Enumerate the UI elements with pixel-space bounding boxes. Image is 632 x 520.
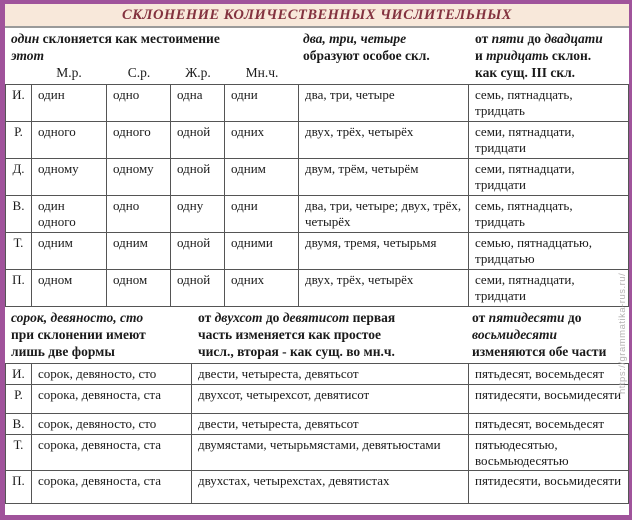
- table-row: [6, 364, 629, 385]
- declension-cell: одного: [32, 122, 107, 159]
- declension-cell: одной: [171, 122, 225, 159]
- declension-cell: одних: [225, 122, 299, 159]
- case-label: Т.: [6, 435, 32, 471]
- declension-cell: один: [32, 85, 107, 122]
- note-dva-tri-chetyre: два, три, четыре образуют особое скл.: [303, 31, 430, 63]
- declension-cell: одними: [225, 233, 299, 270]
- table-row: [6, 233, 629, 270]
- declension-cell: двумя, тремя, четырьмя: [299, 233, 469, 270]
- declension-cell: семь, пятнадцать, тридцать: [469, 196, 629, 233]
- declension-cell: два, три, четыре: [299, 85, 469, 122]
- case-label: Р.: [6, 122, 32, 159]
- case-label: И.: [6, 85, 32, 122]
- case-label: И.: [6, 364, 32, 385]
- declension-cell: семью, пятнадцатью, тридцатью: [469, 233, 629, 270]
- table-row: [6, 471, 629, 504]
- table-row: [6, 414, 629, 435]
- case-label: В.: [6, 196, 32, 233]
- header-notes-top: [5, 28, 629, 84]
- table-row: [6, 385, 629, 414]
- table-row: [6, 85, 629, 122]
- declension-cell: семь, пятнадцать, тридцать: [469, 85, 629, 122]
- declension-cell: одних: [225, 270, 299, 307]
- declension-cell: сорок, девяносто, сто: [32, 414, 192, 435]
- declension-cell: одним: [225, 159, 299, 196]
- declension-cell: одна: [171, 85, 225, 122]
- watermark-url: https://grammatika-rus.ru/: [617, 272, 628, 394]
- declension-cell: пятьдесят, восемьдесят: [469, 364, 629, 385]
- declension-cell: семи, пятнадцати, тридцати: [469, 159, 629, 196]
- declension-cell: одни: [225, 196, 299, 233]
- declension-cell: одной: [171, 270, 225, 307]
- note-ot-pyatidesyati: от пятидесяти до восьмидесяти изменяются обе части: [472, 310, 607, 359]
- case-label: Т.: [6, 233, 32, 270]
- declension-cell: двухсот, четырехсот, девятисот: [192, 385, 469, 414]
- table-row: [6, 270, 629, 307]
- declension-cell: пятидесяти, восьмидесяти: [469, 385, 629, 414]
- declension-cell: одному: [32, 159, 107, 196]
- declension-cell: двух, трёх, четырёх: [299, 122, 469, 159]
- case-label: П.: [6, 471, 32, 504]
- declension-cell: одного: [107, 122, 171, 159]
- declension-cell: одну: [171, 196, 225, 233]
- gender-label-neuter: С.р.: [127, 65, 151, 80]
- declension-cell: одно: [107, 196, 171, 233]
- gender-label-masculine: М.р.: [56, 65, 82, 80]
- declension-table-bottom: [5, 363, 629, 504]
- declension-cell: пятидесяти, восьмидесяти: [469, 471, 629, 504]
- gender-label-feminine: Ж.р.: [185, 65, 211, 80]
- declension-cell: сорока, девяноста, ста: [32, 385, 192, 414]
- declension-cell: одном: [32, 270, 107, 307]
- gender-label-plural: Мн.ч.: [245, 65, 279, 80]
- case-label: П.: [6, 270, 32, 307]
- declension-cell: одним: [32, 233, 107, 270]
- declension-cell: двухстах, четырехстах, девятистах: [192, 471, 469, 504]
- declension-cell: одном: [107, 270, 171, 307]
- note-pyat-do-dvadtsati: от пяти до двадцати и тридцать склон. как сущ. III скл.: [475, 31, 603, 80]
- declension-cell: пятьдесят, восемьдесят: [469, 414, 629, 435]
- gender-labels: [31, 64, 300, 81]
- declension-cell: сорока, девяноста, ста: [32, 435, 192, 471]
- table-row: [6, 159, 629, 196]
- table-row: [6, 435, 629, 471]
- declension-cell: сорока, девяноста, ста: [32, 471, 192, 504]
- declension-cell: один одного: [32, 196, 107, 233]
- declension-cell: двумястами, четырьмястами, девятьюстами: [192, 435, 469, 471]
- declension-cell: одно: [107, 85, 171, 122]
- table-row: [6, 122, 629, 159]
- declension-cell: двести, четыреста, девятьсот: [192, 414, 469, 435]
- table-row: [6, 196, 629, 233]
- page-title: СКЛОНЕНИЕ КОЛИЧЕСТВЕННЫХ ЧИСЛИТЕЛЬНЫХ: [122, 6, 512, 23]
- declension-cell: пятьюдесятью, восьмьюдесятью: [469, 435, 629, 471]
- declension-table-top: [5, 84, 629, 307]
- title-bar: [5, 4, 629, 28]
- declension-cell: семи, пятнадцати, тридцати: [469, 270, 629, 307]
- note-sorok-devyanosto-sto: сорок, девяносто, сто при склонении имеют лишь две формы: [11, 310, 146, 359]
- header-notes-bottom: [5, 307, 629, 363]
- declension-cell: одни: [225, 85, 299, 122]
- declension-cell: одним: [107, 233, 171, 270]
- declension-cell: двести, четыреста, девятьсот: [192, 364, 469, 385]
- declension-cell: одной: [171, 233, 225, 270]
- note-odin-block: [5, 30, 300, 84]
- note-odin-text: один склоняется как местоимение этот: [11, 31, 220, 63]
- declension-cell: двух, трёх, четырёх: [299, 270, 469, 307]
- note-ot-dvuhsot: от двухсот до девятисот первая часть изменяется как простое числ., вторая - как сущ. во мн.ч.: [198, 310, 396, 359]
- declension-cell: сорок, девяносто, сто: [32, 364, 192, 385]
- declension-cell: одной: [171, 159, 225, 196]
- case-label: Р.: [6, 385, 32, 414]
- declension-cell: два, три, четыре; двух, трёх, четырёх: [299, 196, 469, 233]
- declension-cell: одному: [107, 159, 171, 196]
- declension-cell: двум, трём, четырём: [299, 159, 469, 196]
- case-label: Д.: [6, 159, 32, 196]
- case-label: В.: [6, 414, 32, 435]
- declension-cell: семи, пятнадцати, тридцати: [469, 122, 629, 159]
